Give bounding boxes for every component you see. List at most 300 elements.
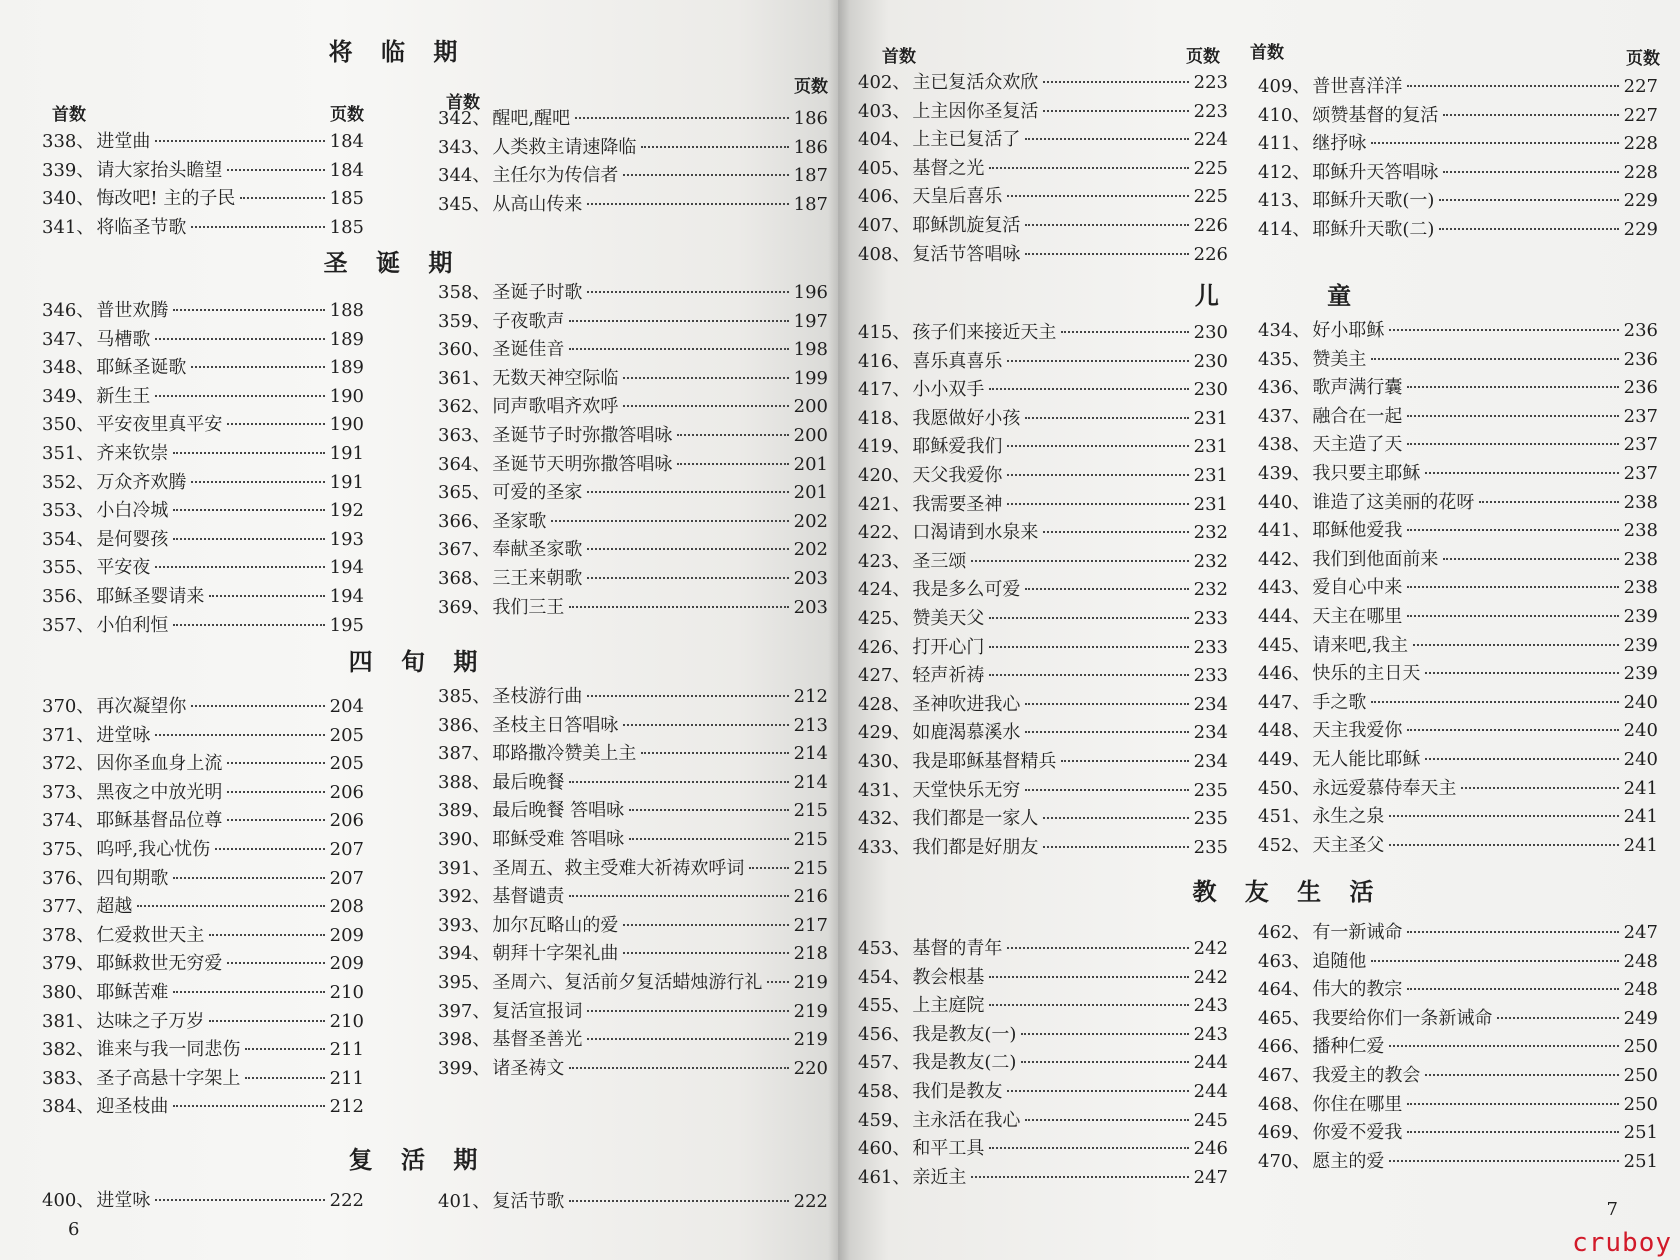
- song-title: 小白冷城: [96, 500, 169, 522]
- page-ref: 211: [329, 1039, 364, 1061]
- list-item: [1258, 745, 1658, 774]
- song-title: 我是教友(一): [912, 1023, 1017, 1045]
- song-title: 圣枝主日答唱咏: [492, 714, 619, 736]
- page-ref: 203: [793, 596, 828, 618]
- leader-dots: [1371, 358, 1618, 360]
- song-title: 赞美主: [1312, 348, 1367, 370]
- page-ref: 230: [1193, 350, 1228, 372]
- page-ref: 186: [793, 108, 828, 129]
- song-title: 我爱主的教会: [1312, 1064, 1421, 1086]
- song-number: 370、: [42, 696, 95, 717]
- leader-dots: [1407, 529, 1618, 531]
- leader-dots: [971, 560, 1188, 562]
- song-number: 468、: [1258, 1093, 1311, 1115]
- page-ref: 240: [1623, 720, 1658, 742]
- book-spine: [828, 0, 850, 1260]
- list-item: [42, 439, 364, 468]
- song-number: 462、: [1258, 922, 1311, 943]
- leader-dots: [1021, 1061, 1188, 1063]
- list-item: [42, 353, 364, 382]
- song-title: 耶稣圣婴请来: [96, 585, 205, 607]
- page-ref: 231: [1193, 436, 1228, 458]
- leader-dots: [971, 1176, 1188, 1178]
- song-number: 392、: [438, 886, 491, 908]
- song-number: 377、: [42, 896, 95, 918]
- song-title: 我们都是一家人: [912, 808, 1039, 830]
- header-song-label: 首数: [882, 47, 916, 67]
- page-ref: 184: [329, 131, 364, 152]
- song-title: 快乐的主日天: [1312, 663, 1421, 685]
- page-ref: 233: [1193, 607, 1228, 629]
- song-title: 你住在哪里: [1312, 1093, 1403, 1115]
- song-number: 354、: [42, 528, 95, 550]
- leader-dots: [155, 338, 324, 340]
- song-title: 亲近主: [912, 1166, 967, 1188]
- song-title: 马槽歌: [96, 328, 151, 350]
- song-number: 437、: [1258, 405, 1311, 427]
- leader-dots: [173, 877, 324, 879]
- list-item: [438, 307, 828, 336]
- leader-dots: [1371, 701, 1618, 703]
- page-ref: 238: [1623, 548, 1658, 570]
- song-number: 432、: [858, 808, 911, 830]
- song-number: 355、: [42, 557, 95, 579]
- list-item: [1258, 1090, 1658, 1119]
- list-item: [42, 553, 364, 582]
- page-ref: 207: [329, 838, 364, 860]
- list-item: [1258, 373, 1658, 402]
- song-number: 338、: [42, 131, 95, 152]
- song-title: 耶稣受难 答唱咏: [492, 828, 625, 850]
- leader-dots: [623, 405, 788, 407]
- song-title: 最后晚餐: [492, 771, 565, 793]
- song-number: 350、: [42, 414, 95, 436]
- leader-dots: [245, 1077, 324, 1079]
- page-ref: 195: [329, 614, 364, 636]
- song-number: 435、: [1258, 348, 1311, 370]
- song-number: 419、: [858, 436, 911, 458]
- leader-dots: [989, 388, 1188, 390]
- song-number: 346、: [42, 300, 95, 321]
- page-ref: 232: [1193, 579, 1228, 601]
- page-ref: 251: [1623, 1150, 1658, 1172]
- leader-dots: [1407, 1103, 1618, 1105]
- leader-dots: [173, 991, 324, 993]
- page-ref: 233: [1193, 665, 1228, 687]
- page-ref: 230: [1193, 379, 1228, 401]
- list-item: [858, 211, 1228, 240]
- list-item: [858, 125, 1228, 154]
- list-item: [858, 240, 1228, 269]
- song-title: 齐来钦崇: [96, 442, 169, 464]
- page-ref: 188: [329, 300, 364, 321]
- entries-easter: [858, 68, 1228, 268]
- leader-dots: [1007, 474, 1188, 476]
- song-number: 368、: [438, 567, 491, 589]
- leader-dots: [1425, 1074, 1618, 1076]
- leader-dots: [569, 895, 788, 897]
- entries-christmas: [438, 278, 828, 621]
- list-item: [42, 806, 364, 835]
- list-item: [1258, 430, 1658, 459]
- song-title: 主已复活众欢欣: [912, 72, 1039, 93]
- song-title: 口渴请到水泉来: [912, 522, 1039, 544]
- list-item: [438, 161, 828, 190]
- song-number: 449、: [1258, 748, 1311, 770]
- leader-dots: [1061, 760, 1188, 762]
- leader-dots: [1413, 644, 1619, 646]
- leader-dots: [137, 905, 324, 907]
- song-number: 425、: [858, 607, 911, 629]
- song-number: 417、: [858, 379, 911, 401]
- song-number: 384、: [42, 1096, 95, 1118]
- list-item: [858, 68, 1228, 97]
- song-title: 进堂咏: [96, 1190, 151, 1211]
- leader-dots: [1025, 224, 1188, 226]
- leader-dots: [1389, 815, 1618, 817]
- song-title: 再次凝望你: [96, 696, 187, 717]
- song-title: 耶稣升天歌(二): [1312, 218, 1435, 240]
- song-number: 443、: [1258, 577, 1311, 599]
- leader-dots: [1407, 415, 1618, 417]
- song-title: 上主已复活了: [912, 129, 1021, 151]
- leader-dots: [1007, 445, 1188, 447]
- song-title: 请大家抬头瞻望: [96, 159, 223, 181]
- entries-lent: [42, 692, 364, 1121]
- leader-dots: [623, 952, 788, 954]
- song-number: 394、: [438, 943, 491, 965]
- leader-dots: [1007, 947, 1188, 949]
- page-ref: 194: [329, 585, 364, 607]
- page-ref: 222: [329, 1190, 364, 1211]
- song-title: 普世欢腾: [96, 300, 169, 321]
- leader-dots: [1025, 703, 1188, 705]
- song-number: 461、: [858, 1166, 911, 1188]
- song-number: 420、: [858, 464, 911, 486]
- page-ref: 187: [793, 193, 828, 215]
- list-item: [858, 963, 1228, 992]
- list-item: [42, 468, 364, 497]
- list-item: [1258, 631, 1658, 660]
- song-title: 平安夜: [96, 557, 151, 579]
- song-title: 播种仁爱: [1312, 1036, 1385, 1058]
- list-item: [42, 496, 364, 525]
- list-item: [438, 564, 828, 593]
- song-number: 410、: [1258, 104, 1311, 126]
- list-item: [858, 804, 1228, 833]
- page-ref: 238: [1623, 491, 1658, 513]
- leader-dots: [989, 167, 1188, 169]
- list-item: [438, 535, 828, 564]
- list-item: [42, 382, 364, 411]
- page-ref: 239: [1623, 634, 1658, 656]
- leader-dots: [209, 1020, 324, 1022]
- page-ref: 241: [1623, 806, 1658, 828]
- leader-dots: [155, 395, 324, 397]
- song-number: 470、: [1258, 1150, 1311, 1172]
- song-title: 和平工具: [912, 1138, 985, 1160]
- leader-dots: [1021, 1033, 1188, 1035]
- header-page-label: 页数: [1186, 47, 1220, 67]
- page-ref: 226: [1193, 243, 1228, 265]
- song-title: 爱自心中来: [1312, 577, 1403, 599]
- song-number: 397、: [438, 1000, 491, 1022]
- leader-dots: [623, 724, 788, 726]
- entries-church-life: [1258, 918, 1658, 1175]
- song-number: 358、: [438, 282, 491, 303]
- song-title: 耶稣圣诞歌: [96, 357, 187, 379]
- list-item: [858, 934, 1228, 963]
- list-item: [858, 1077, 1228, 1106]
- song-title: 天主圣父: [1312, 834, 1385, 856]
- song-title: 万众齐欢腾: [96, 471, 187, 493]
- column-header: [438, 72, 828, 113]
- song-number: 372、: [42, 753, 95, 775]
- song-title: 耶稣他爱我: [1312, 520, 1403, 542]
- leader-dots: [1389, 1045, 1618, 1047]
- list-item: [1258, 688, 1658, 717]
- list-item: [1258, 488, 1658, 517]
- list-item: [438, 939, 828, 968]
- list-item: [438, 104, 828, 133]
- list-item: [858, 182, 1228, 211]
- entries-advent: [438, 104, 828, 218]
- song-title: 愿主的爱: [1312, 1150, 1385, 1172]
- leader-dots: [155, 140, 324, 142]
- page-ref: 204: [329, 696, 364, 717]
- list-item: [438, 133, 828, 162]
- list-item: [42, 864, 364, 893]
- leader-dots: [1389, 844, 1618, 846]
- song-number: 388、: [438, 771, 491, 793]
- page-ref: 248: [1623, 979, 1658, 1001]
- song-title: 我们三王: [492, 596, 565, 618]
- song-title: 我只要主耶稣: [1312, 462, 1421, 484]
- song-title: 我们是教友: [912, 1080, 1003, 1102]
- leader-dots: [1407, 988, 1618, 990]
- list-item: [858, 490, 1228, 519]
- leader-dots: [569, 1200, 788, 1202]
- page-ref: 214: [793, 743, 828, 765]
- song-title: 耶稣基督品位尊: [96, 810, 223, 832]
- list-item: [1258, 774, 1658, 803]
- list-item: [858, 318, 1228, 347]
- song-number: 361、: [438, 367, 491, 389]
- song-title: 悔改吧! 主的子民: [96, 188, 236, 210]
- section-title-lent: 四 旬 期: [348, 647, 488, 676]
- list-item: [1258, 602, 1658, 631]
- list-item: [858, 347, 1228, 376]
- list-item: [1258, 516, 1658, 545]
- page-ref: 227: [1623, 76, 1658, 97]
- leader-dots: [191, 705, 324, 707]
- leader-dots: [227, 762, 324, 764]
- list-item: [858, 404, 1228, 433]
- leader-dots: [587, 548, 788, 550]
- song-title: 好小耶稣: [1312, 320, 1385, 341]
- section-title-church-life: 教 友 生 活: [1192, 877, 1384, 906]
- leader-dots: [173, 1105, 324, 1107]
- song-number: 434、: [1258, 320, 1311, 341]
- song-title: 诸圣祷文: [492, 1057, 565, 1079]
- song-title: 赞美天父: [912, 607, 985, 629]
- list-item: [858, 375, 1228, 404]
- header-song-label: 首数: [446, 93, 480, 113]
- list-item: [858, 991, 1228, 1020]
- leader-dots: [623, 924, 788, 926]
- leader-dots: [1007, 360, 1188, 362]
- list-item: [858, 690, 1228, 719]
- song-title: 人类救主请速降临: [492, 136, 637, 158]
- song-number: 382、: [42, 1039, 95, 1061]
- list-item: [42, 1092, 364, 1121]
- list-item: [42, 296, 364, 325]
- leader-dots: [1025, 1119, 1188, 1121]
- song-number: 366、: [438, 510, 491, 532]
- song-title: 可爱的圣家: [492, 482, 583, 504]
- page-ref: 237: [1623, 462, 1658, 484]
- song-title: 手之歌: [1312, 691, 1367, 713]
- song-title: 加尔瓦略山的爱: [492, 914, 619, 936]
- list-item: [438, 478, 828, 507]
- song-number: 395、: [438, 971, 491, 993]
- song-title: 新生王: [96, 385, 151, 407]
- song-title: 圣子高悬十字架上: [96, 1067, 241, 1089]
- leader-dots: [1007, 1090, 1188, 1092]
- header-page-label: 页数: [1626, 49, 1660, 69]
- page-ref: 192: [329, 500, 364, 522]
- page-ref: 250: [1623, 1093, 1658, 1115]
- page-number-left: 6: [68, 1219, 80, 1240]
- leader-dots: [551, 520, 788, 522]
- list-item: [438, 1187, 828, 1216]
- leader-dots: [1025, 417, 1188, 419]
- page-ref: 233: [1193, 636, 1228, 658]
- leader-dots: [227, 169, 324, 171]
- leader-dots: [227, 423, 324, 425]
- page-ref: 238: [1623, 520, 1658, 542]
- leader-dots: [227, 819, 324, 821]
- list-item: [1258, 573, 1658, 602]
- page-ref: 200: [793, 396, 828, 418]
- page-ref: 197: [793, 310, 828, 332]
- list-item: [438, 739, 828, 768]
- page-ref: 241: [1623, 834, 1658, 856]
- song-title: 我是多么可爱: [912, 579, 1021, 601]
- song-number: 459、: [858, 1109, 911, 1131]
- song-title: 复活节答唱咏: [912, 243, 1021, 265]
- song-number: 393、: [438, 914, 491, 936]
- song-number: 456、: [858, 1023, 911, 1045]
- song-title: 天主造了天: [1312, 434, 1403, 456]
- song-number: 455、: [858, 995, 911, 1017]
- leader-dots: [1407, 586, 1618, 588]
- song-title: 圣诞佳音: [492, 339, 565, 361]
- list-item: [42, 1035, 364, 1064]
- song-number: 416、: [858, 350, 911, 372]
- song-number: 349、: [42, 385, 95, 407]
- song-number: 428、: [858, 693, 911, 715]
- song-number: 339、: [42, 159, 95, 181]
- song-title: 天堂快乐无穷: [912, 779, 1021, 801]
- page-ref: 206: [329, 810, 364, 832]
- song-number: 413、: [1258, 190, 1311, 212]
- page-ref: 244: [1193, 1052, 1228, 1074]
- entries-advent: [42, 127, 364, 241]
- page-ref: 247: [1623, 922, 1658, 943]
- list-item: [438, 450, 828, 479]
- list-item: [42, 611, 364, 640]
- song-number: 407、: [858, 214, 911, 236]
- list-item: [858, 154, 1228, 183]
- leader-dots: [677, 463, 788, 465]
- song-title: 进堂曲: [96, 131, 151, 152]
- leader-dots: [587, 1038, 788, 1040]
- song-title: 打开心门: [912, 636, 985, 658]
- song-title: 迎圣枝曲: [96, 1096, 169, 1118]
- list-item: [858, 1020, 1228, 1049]
- page-ref: 217: [793, 914, 828, 936]
- list-item: [1258, 1118, 1658, 1147]
- song-number: 404、: [858, 129, 911, 151]
- column-header: [1250, 38, 1660, 69]
- page-ref: 228: [1623, 161, 1658, 183]
- entries-church-life: [858, 934, 1228, 1191]
- song-number: 401、: [438, 1191, 491, 1212]
- song-number: 426、: [858, 636, 911, 658]
- song-title: 圣诞子时歌: [492, 282, 583, 303]
- page-ref: 236: [1623, 348, 1658, 370]
- list-item: [438, 392, 828, 421]
- page-ref: 205: [329, 724, 364, 746]
- leader-dots: [245, 1048, 324, 1050]
- leader-dots: [629, 809, 789, 811]
- page-ref: 210: [329, 1010, 364, 1032]
- song-title: 黑夜之中放光明: [96, 781, 223, 803]
- list-item: [858, 518, 1228, 547]
- song-title: 我是教友(二): [912, 1052, 1017, 1074]
- list-item: [858, 1048, 1228, 1077]
- leader-dots: [1439, 228, 1618, 230]
- song-title: 耶稣升天答唱咏: [1312, 161, 1439, 183]
- leader-dots: [209, 934, 324, 936]
- page-ref: 231: [1193, 464, 1228, 486]
- song-title: 将临圣节歌: [96, 216, 187, 238]
- song-number: 356、: [42, 585, 95, 607]
- leader-dots: [623, 377, 788, 379]
- leader-dots: [173, 509, 324, 511]
- song-number: 414、: [1258, 218, 1311, 240]
- page-ref: 235: [1193, 836, 1228, 858]
- song-title: 主永活在我心: [912, 1109, 1021, 1131]
- list-item: [438, 768, 828, 797]
- song-title: 圣周六、复活前夕复活蜡烛游行礼: [492, 971, 763, 993]
- song-title: 普世喜洋洋: [1312, 76, 1403, 97]
- section-title-children: 儿 童: [1194, 281, 1402, 310]
- leader-dots: [227, 791, 324, 793]
- song-title: 基督的青年: [912, 938, 1003, 959]
- song-number: 429、: [858, 722, 911, 744]
- list-item: [1258, 72, 1658, 101]
- page-ref: 236: [1623, 320, 1658, 341]
- page-ref: 209: [329, 953, 364, 975]
- song-number: 450、: [1258, 777, 1311, 799]
- song-number: 436、: [1258, 377, 1311, 399]
- song-title: 喜乐真喜乐: [912, 350, 1003, 372]
- song-title: 永生之泉: [1312, 806, 1385, 828]
- header-page-label: 页数: [794, 77, 828, 97]
- leader-dots: [569, 781, 788, 783]
